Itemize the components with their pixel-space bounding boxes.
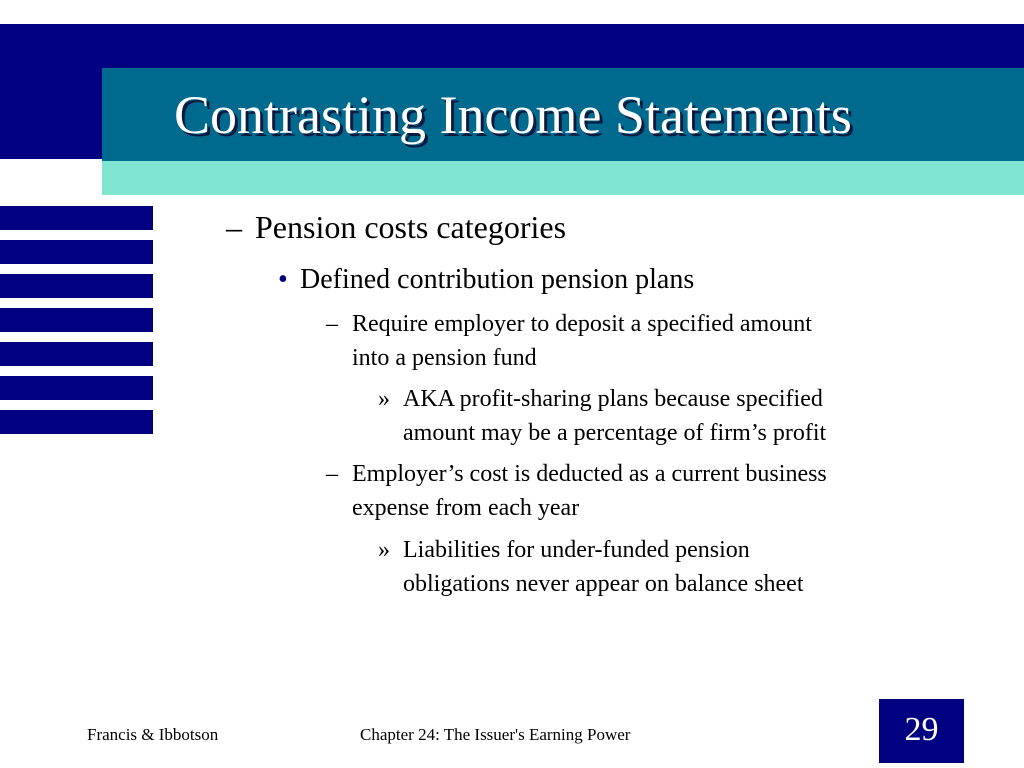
accent-band bbox=[102, 161, 1024, 195]
dash-marker: – bbox=[226, 209, 242, 245]
item2-line1: Employer’s cost is deducted as a current business bbox=[352, 461, 827, 487]
stripe bbox=[0, 206, 153, 230]
stripe bbox=[0, 308, 153, 332]
item1-sub-line1: AKA profit-sharing plans because specified bbox=[403, 386, 823, 412]
chevron-marker: » bbox=[378, 386, 390, 412]
dash-marker: – bbox=[326, 461, 338, 487]
page-number: 29 bbox=[879, 699, 964, 763]
outline-level2-text: Defined contribution pension plans bbox=[300, 264, 695, 295]
item2-line2: expense from each year bbox=[352, 495, 580, 521]
slide-title: Contrasting Income Statements bbox=[174, 85, 852, 145]
stripe bbox=[0, 376, 153, 400]
item1-line2: into a pension fund bbox=[352, 345, 537, 371]
footer-authors: Francis & Ibbotson bbox=[87, 725, 219, 744]
chevron-marker: » bbox=[378, 537, 390, 563]
footer-chapter: Chapter 24: The Issuer's Earning Power bbox=[360, 725, 631, 744]
outline-level1-text: Pension costs categories bbox=[255, 209, 567, 245]
item2-sub-line2: obligations never appear on balance sheet bbox=[403, 571, 804, 597]
stripe bbox=[0, 240, 153, 264]
bullet-icon: • bbox=[278, 264, 288, 295]
item2-sub-line1: Liabilities for under-funded pension bbox=[403, 537, 750, 563]
item1-line1: Require employer to deposit a specified amount bbox=[352, 311, 812, 337]
item1-sub-line2: amount may be a percentage of firm’s profit bbox=[403, 420, 827, 446]
stripe bbox=[0, 410, 153, 434]
stripe bbox=[0, 274, 153, 298]
stripe bbox=[0, 342, 153, 366]
decorative-stripes bbox=[0, 206, 153, 444]
dash-marker: – bbox=[326, 311, 338, 337]
